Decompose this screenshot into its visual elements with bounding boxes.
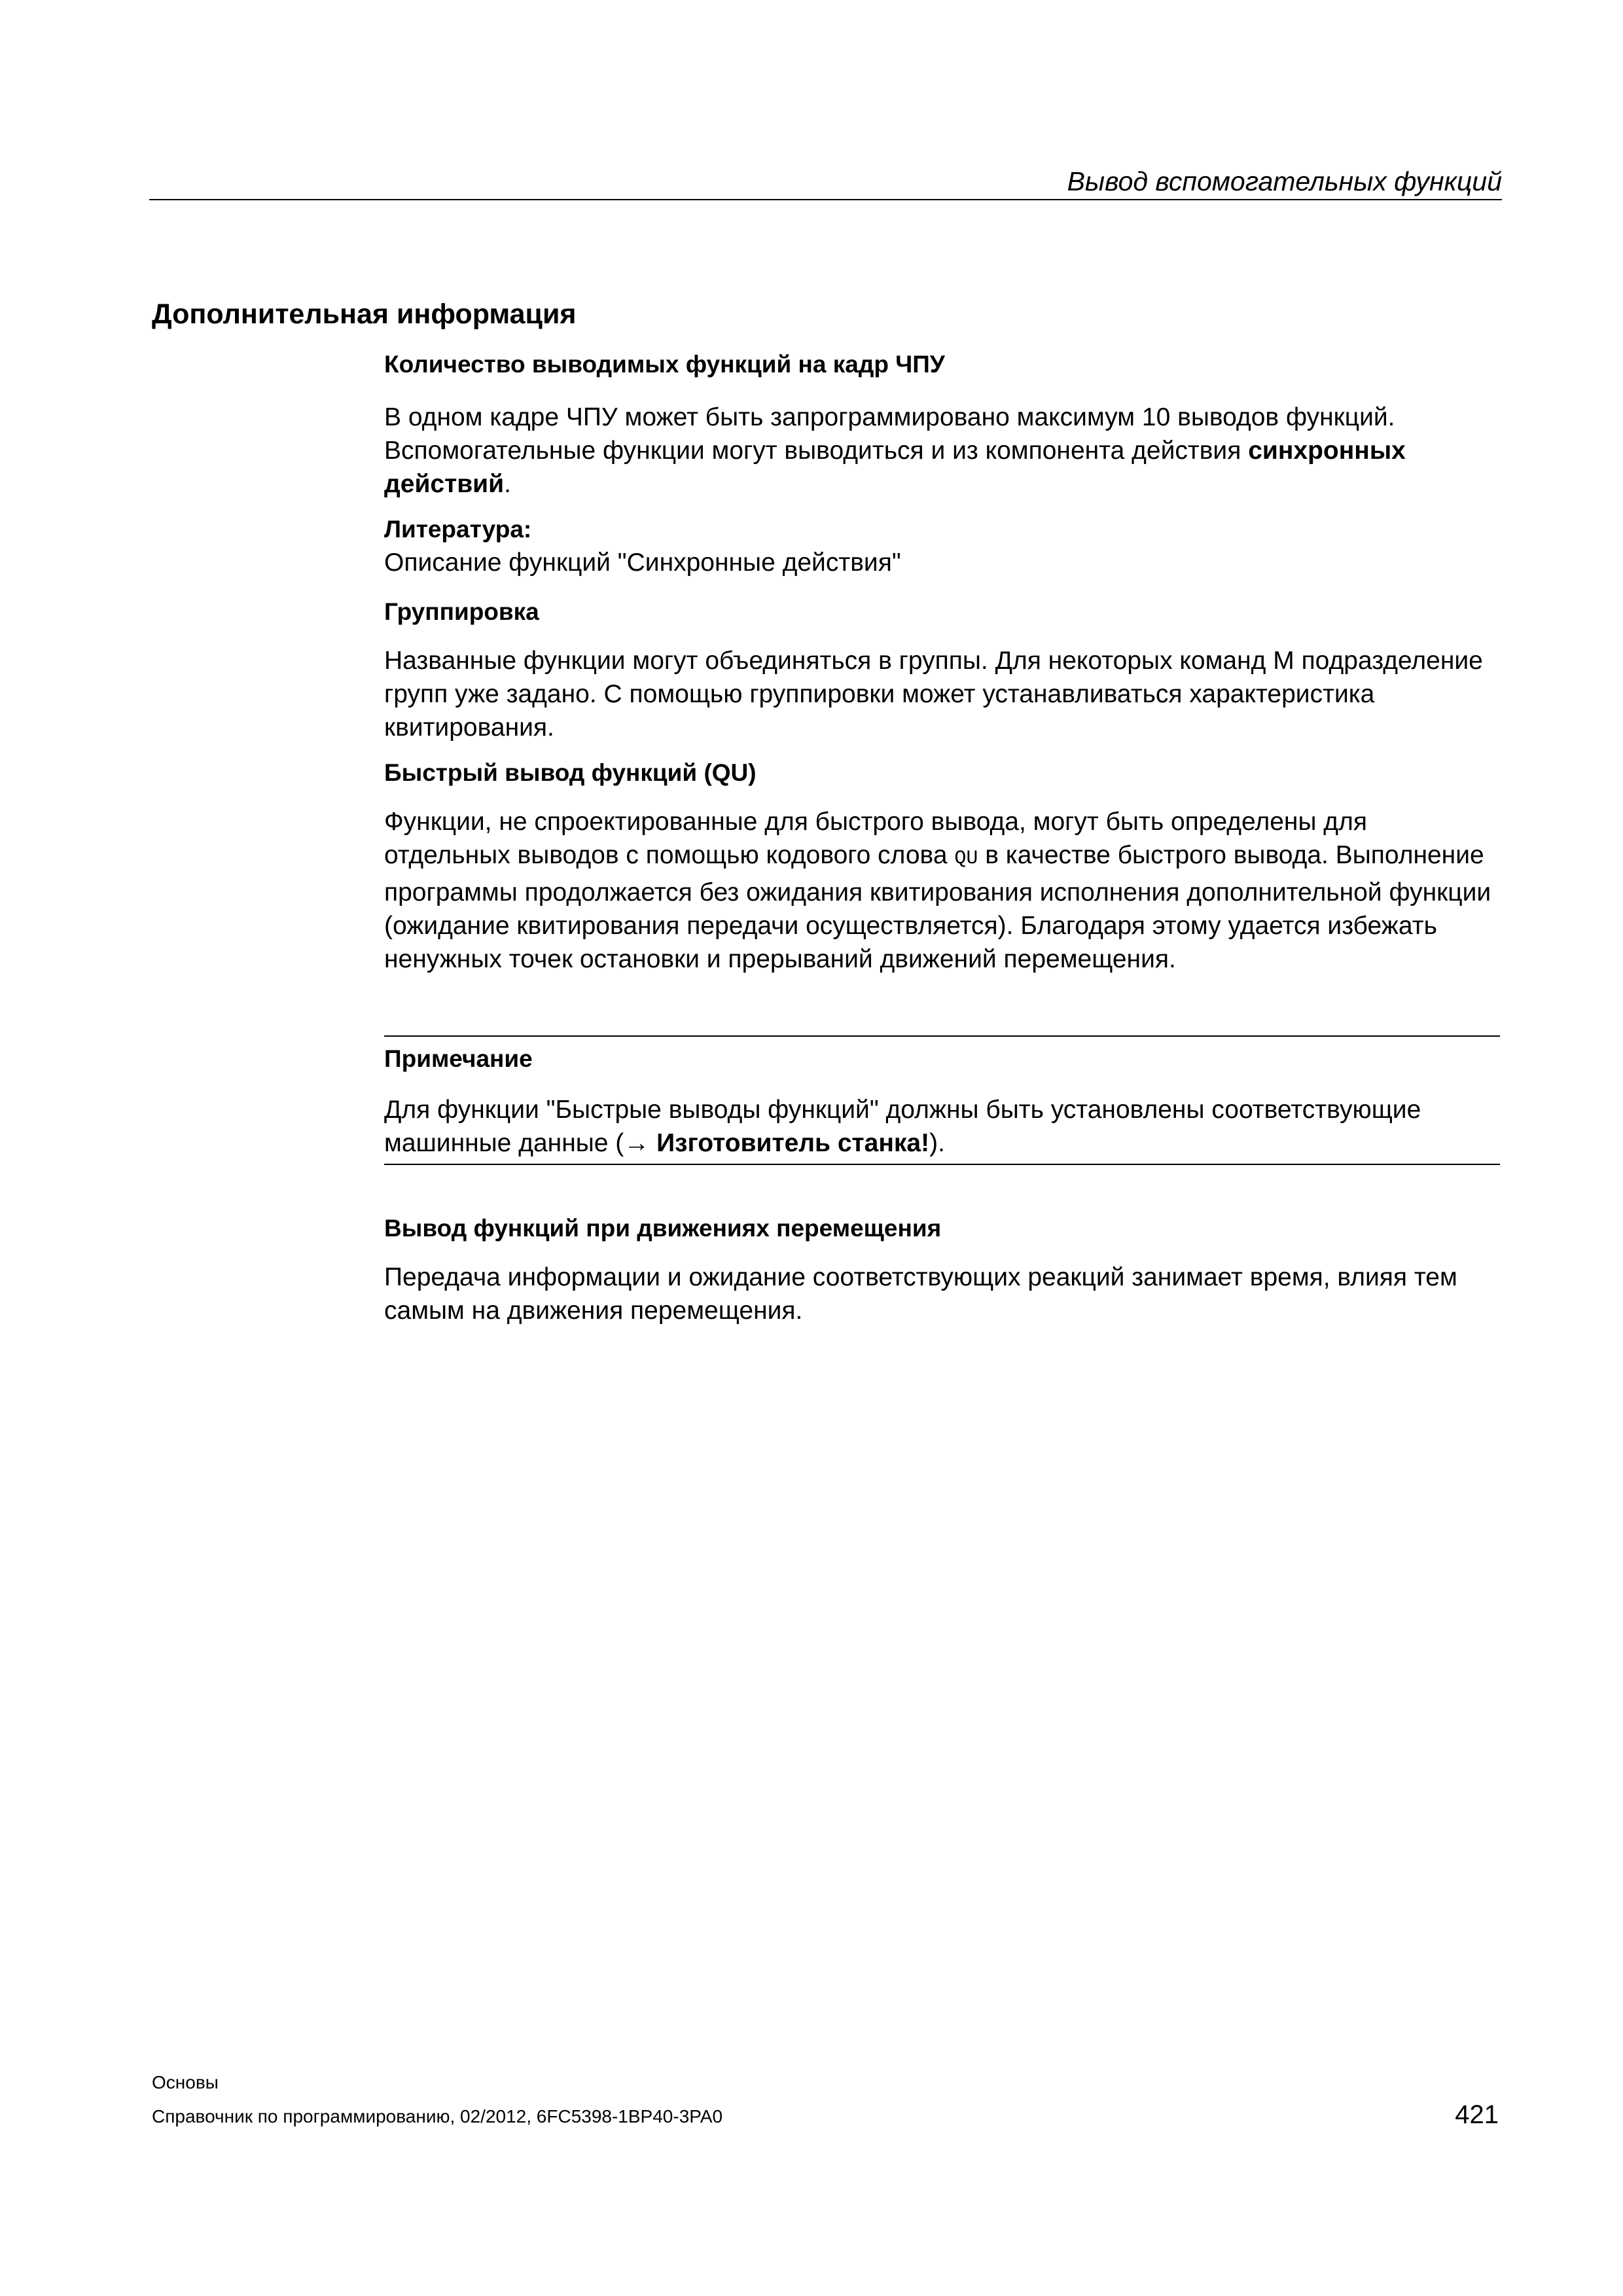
note-heading: Примечание <box>384 1045 533 1072</box>
motion-heading: Вывод функций при движениях перемещения <box>384 1215 942 1242</box>
note-text: Для функции "Быстрые выводы функций" должны быть установлены соответствующие машинные данные (→ <box>384 1096 1421 1157</box>
machine-manufacturer-term: Изготовитель станка! <box>656 1129 930 1157</box>
section-title: Дополнительная информация <box>152 298 577 330</box>
count-text-end: . <box>504 470 511 498</box>
grouping-heading: Группировка <box>384 598 539 625</box>
header-rule <box>149 199 1502 200</box>
page-number: 421 <box>1455 2100 1499 2129</box>
footer-line-2: Справочник по программированию, 02/2012, 6FC5398-1BP40-3PA0 <box>152 2106 723 2126</box>
quick-text: Функции, не спроектированные для быстрого вывода, могут быть определены для отдельных выводов с помощью кодового слова <box>384 808 1367 869</box>
qu-keyword: QU <box>954 848 978 870</box>
literature-heading: Литература: <box>384 516 532 543</box>
quick-output-paragraph <box>384 805 1500 976</box>
note-text-end: ). <box>929 1129 945 1157</box>
sync-actions-term: синхронных действий <box>384 437 1406 498</box>
note-bottom-rule <box>384 1164 1500 1165</box>
count-text: В одном кадре ЧПУ может быть запрограммировано максимум 10 выводов функций. Вспомогательные функции могут выводиться и из компонента действия <box>384 403 1395 465</box>
motion-paragraph: Передача информации и ожидание соответствующих реакций занимает время, влияя тем самым на движения перемещения. <box>384 1263 1457 1325</box>
quick-output-heading: Быстрый вывод функций (QU) <box>384 759 757 786</box>
note-top-rule <box>384 1035 1500 1037</box>
literature-text: Описание функций "Синхронные действия" <box>384 548 901 577</box>
count-paragraph <box>384 401 1500 501</box>
count-heading: Количество выводимых функций на кадр ЧПУ <box>384 351 945 378</box>
grouping-paragraph: Названные функции могут объединяться в группы. Для некоторых команд M подразделение групп уже задано. С помощью группировки может устанавливаться характеристика квитирования. <box>384 647 1483 742</box>
footer-line-1: Основы <box>152 2072 219 2092</box>
quick-text-cont: в качестве быстрого вывода. Выполнение программы продолжается без ожидания квитирования исполнения дополнительной функции (ожидание квитирования передачи осуществляется). Благодаря этому удается избежать ненужных точек остановки и прерываний движений перемещения. <box>384 841 1491 973</box>
note-paragraph <box>384 1093 1500 1160</box>
running-header: Вывод вспомогательных функций <box>1067 166 1502 196</box>
